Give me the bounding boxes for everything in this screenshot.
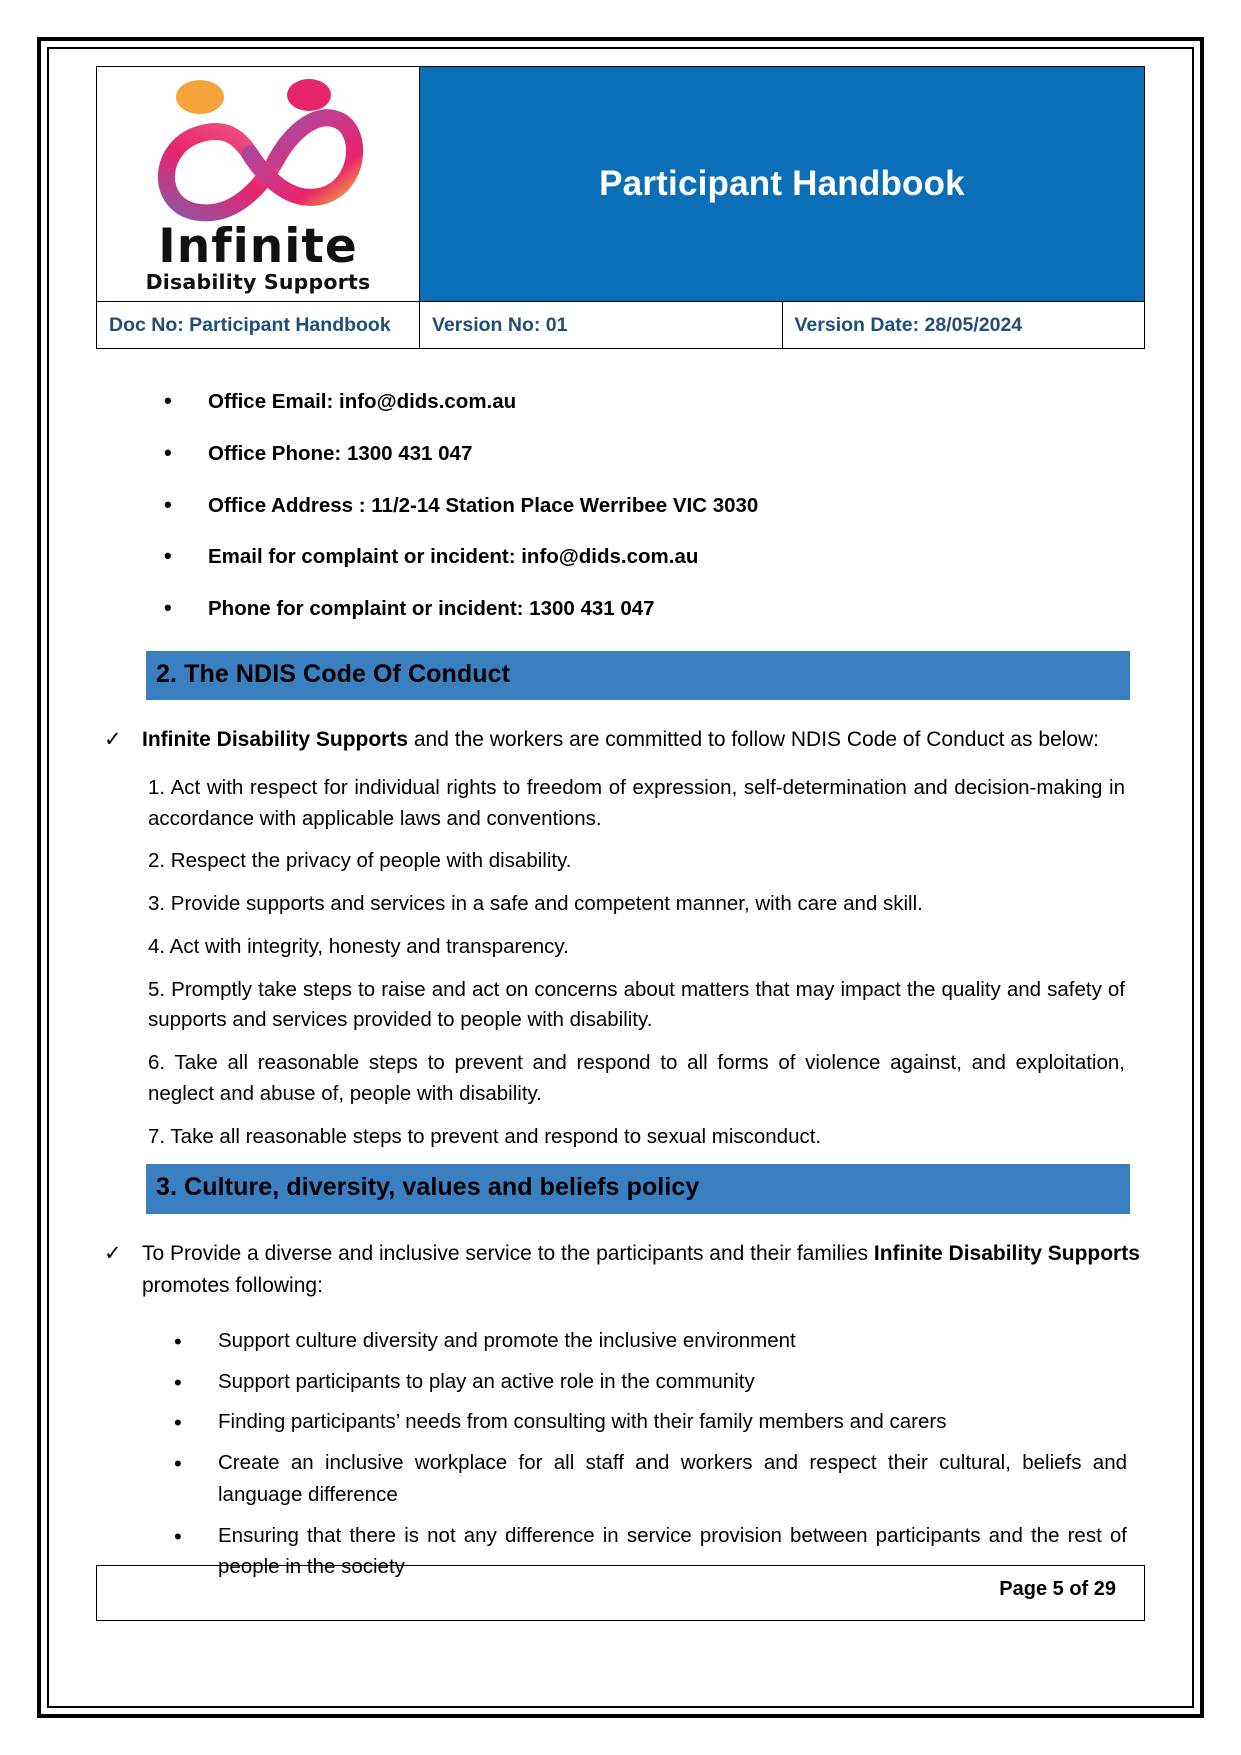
contact-office-phone: Office Phone: 1300 431 047: [208, 441, 473, 465]
document-header-table: [96, 66, 1145, 349]
section-3-intro-prefix: To Provide a diverse and inclusive service to the participants and their families: [142, 1241, 874, 1265]
bullet-icon: •: [174, 1410, 182, 1436]
section-heading-2: 2. The NDIS Code Of Conduct: [146, 651, 1130, 701]
list-item: [164, 439, 1145, 470]
section-2-intro: [96, 724, 1145, 757]
contact-office-address: Office Address : 11/2-14 Station Place Werribee VIC 3030: [208, 493, 759, 517]
list-item: [164, 542, 1145, 573]
list-item: [174, 1447, 1127, 1511]
list-item: [164, 594, 1145, 625]
bullet-icon: •: [174, 1328, 182, 1354]
title-cell: [420, 67, 1145, 302]
check-icon: ✓: [104, 728, 122, 752]
policy-item-5: Ensuring that there is not any difference in service provision between participants and the rest of people in the society: [218, 1523, 1127, 1579]
infinity-logo-icon: [124, 76, 392, 226]
page-number: Page 5 of 29: [999, 1578, 1116, 1600]
document-body: [96, 387, 1145, 1583]
logo-wordmark: Infinite: [158, 218, 358, 274]
list-item: [174, 1325, 1127, 1357]
code-item-2: 2. Respect the privacy of people with disability.: [148, 849, 572, 873]
code-item-4: 4. Act with integrity, honesty and transparency.: [148, 934, 569, 958]
page-content: [96, 66, 1145, 1592]
bullet-icon: •: [164, 491, 172, 517]
meta-version-no: Version No: 01: [420, 302, 783, 349]
page-title: Participant Handbook: [599, 164, 965, 203]
bullet-icon: •: [164, 543, 172, 569]
code-item-6: 6. Take all reasonable steps to prevent and respond to all forms of violence against, and exploitation, neglect and abuse of, people with disability.: [148, 1051, 1125, 1105]
company-logo: [124, 76, 392, 295]
bullet-icon: •: [164, 388, 172, 413]
policy-item-2: Support participants to play an active role in the community: [218, 1369, 755, 1393]
code-item-7: 7. Take all reasonable steps to prevent and respond to sexual misconduct.: [148, 1124, 822, 1148]
list-item: [164, 387, 1145, 418]
list-item: [174, 1366, 1127, 1398]
logo-cell: [97, 67, 420, 302]
list-item: [174, 1406, 1127, 1438]
contact-complaint-email: Email for complaint or incident: info@dids.com.au: [208, 545, 699, 569]
policy-item-1: Support culture diversity and promote the inclusive environment: [218, 1328, 796, 1352]
section-3-intro-bold: Infinite Disability Supports: [873, 1241, 1140, 1265]
bullet-icon: •: [174, 1369, 182, 1395]
policy-item-4: Create an inclusive workplace for all staff and workers and respect their cultural, beliefs and language difference: [218, 1451, 1127, 1506]
contact-complaint-phone: Phone for complaint or incident: 1300 431 047: [208, 597, 655, 620]
section-3-intro-suffix: promotes following:: [142, 1274, 323, 1298]
culture-policy-list: [96, 1325, 1145, 1583]
contact-details-list: [96, 387, 1145, 625]
list-item: [164, 491, 1145, 522]
section-3-intro: [96, 1238, 1145, 1303]
logo-tagline: Disability Supports: [145, 270, 371, 295]
ndis-code-items: [96, 773, 1145, 1153]
code-item-3: 3. Provide supports and services in a safe and competent manner, with care and skill.: [148, 892, 923, 916]
check-icon: ✓: [104, 1241, 122, 1265]
meta-doc-no: Doc No: Participant Handbook: [97, 302, 420, 349]
page-footer: [96, 1565, 1145, 1621]
policy-item-3: Finding participants’ needs from consulting with their family members and carers: [218, 1410, 947, 1434]
section-2-intro-rest: and the workers are committed to follow NDIS Code of Conduct as below:: [408, 728, 1100, 752]
bullet-icon: •: [164, 595, 172, 620]
contact-office-email: Office Email: info@dids.com.au: [208, 390, 517, 413]
bullet-icon: •: [174, 1523, 182, 1549]
code-item-1: 1. Act with respect for individual rights to freedom of expression, self-determination and decision-making in accordance with applicable laws and conventions.: [148, 775, 1125, 830]
section-2-intro-bold: Infinite Disability Supports: [142, 728, 409, 752]
code-item-5: 5. Promptly take steps to raise and act on concerns about matters that may impact the quality and safety of supports and services provided to people with disability.: [148, 977, 1125, 1032]
bullet-icon: •: [164, 439, 172, 465]
meta-version-date: Version Date: 28/05/2024: [782, 302, 1145, 349]
section-heading-3: 3. Culture, diversity, values and beliefs policy: [146, 1164, 1130, 1214]
bullet-icon: •: [174, 1451, 182, 1477]
